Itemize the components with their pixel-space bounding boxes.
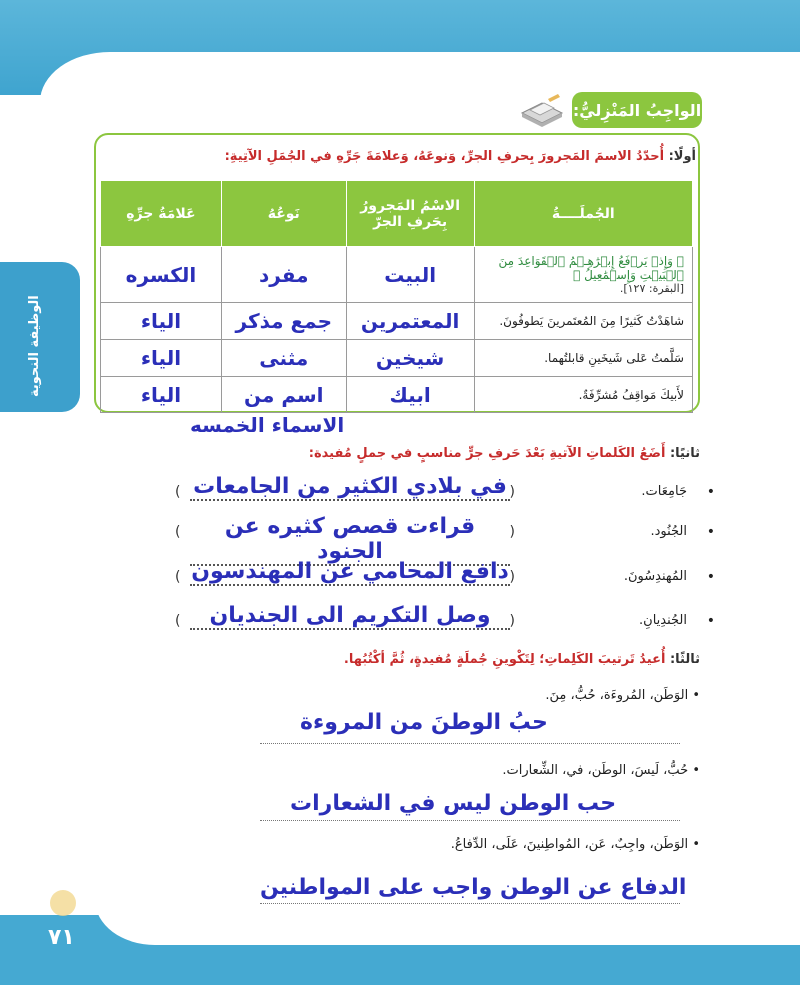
open-paren: ( — [509, 524, 515, 540]
answer-field[interactable]: في بلادي الكثير من الجامعات — [190, 474, 510, 501]
type-cell[interactable]: جمع مذكر — [221, 303, 346, 340]
given-word: الجُندِيانِ. — [639, 613, 687, 628]
list-item — [260, 763, 700, 823]
close-paren: ) — [175, 613, 181, 629]
sentence-cell — [474, 247, 692, 303]
header-mark: عَلامَةُ جرِّهِ — [101, 181, 222, 247]
sentence-cell: سَلَّمتُ عَلى شَيخَينِ قابلتُهما. — [474, 340, 692, 377]
section3-instruction-text: أُعيدُ تَرتيبَ الكَلِماتِ؛ لِتَكْوينِ جُملَةٍ مُفيدةٍ، ثُمَّ أكْتُبُها. — [343, 652, 666, 667]
table-row — [101, 247, 693, 303]
page-number-decoration — [50, 890, 76, 916]
answer-line — [260, 820, 680, 821]
answer-field[interactable]: حب الوطن ليس في الشعارات — [290, 791, 617, 816]
answer-field[interactable]: وصل التكريم الى الجنديان — [190, 603, 510, 630]
list-item — [170, 514, 715, 564]
verse-reference: [البقرة: ١٢٧]. — [619, 282, 684, 295]
scrambled-words: • الوَطَن، واجِبٌ، عَن، المُواطِنينَ، عَلَى، الدِّفاعُ. — [450, 837, 700, 852]
open-paren: ( — [509, 569, 515, 585]
given-word: جَامِعَات. — [641, 484, 687, 499]
side-tab-label: الوظيفة النحوية — [27, 295, 42, 397]
bottom-decorative-band — [0, 915, 800, 985]
open-paren: ( — [509, 613, 515, 629]
type-cell[interactable]: مفرد — [221, 247, 346, 303]
bullet: • — [706, 569, 715, 585]
mark-cell[interactable]: الياء — [101, 303, 222, 340]
header-sentence: الجُملَــــةُ — [474, 181, 692, 247]
list-item — [170, 559, 715, 599]
quran-verse: ﴿ وَإِذۡ يَرۡفَعُ إِبۡرَٰهِـۧمُ ٱلۡقَوَاعِدَ مِنَ ٱلۡبَيۡتِ وَإِسۡمَٰعِيلُ ﴾ — [498, 254, 684, 282]
mark-cell[interactable]: الكسره — [101, 247, 222, 303]
homework-title: الواجِبُ المَنْزِليُّ: — [572, 92, 702, 128]
scrambled-words-text: الوَطَن، واجِبٌ، عَن، المُواطِنينَ، عَلَى، الدِّفاعُ. — [450, 837, 689, 852]
scrambled-words: • حُبُّ، لَيسَ، الوطَن، في، الشِّعارات. — [502, 763, 700, 778]
page-number: ٧١ — [48, 925, 75, 950]
handwritten-note: الاسماء الخمسه — [190, 413, 345, 437]
answer-field[interactable]: حبُ الوطنَ من المروءة — [300, 710, 548, 735]
table-row — [101, 340, 693, 377]
section2-instruction-text: أَضَعُ الكَلماتِ الآتيةِ بَعْدَ حَرفِ جرٍّ مناسبٍ في جملٍ مُفيدة: — [308, 446, 666, 461]
list-item — [170, 474, 715, 514]
answer-line — [260, 743, 680, 744]
mark-cell[interactable]: الياء — [101, 377, 222, 413]
side-tab — [0, 262, 80, 412]
header-noun: الاسْمُ المَجرورُ بِحَرفِ الجرّ — [346, 181, 474, 247]
top-decorative-band — [0, 0, 800, 95]
open-paren: ( — [509, 484, 515, 500]
section1-instruction-text: أُحدّدُ الاسمَ المَجرورَ بِحرفِ الجرِّ، وَنوعَهُ، وَعلامَةَ جَرِّهِ في الجُمَلِ الآتِيةِ: — [224, 149, 665, 164]
section2-instruction — [309, 446, 700, 461]
sentence-cell: لأَبيكَ مَواقِفُ مُشرِّفَةٌ. — [474, 377, 692, 413]
section3-number: ثالثًا: — [669, 652, 700, 667]
list-item — [260, 837, 700, 907]
noun-cell[interactable]: ابيك — [346, 377, 474, 413]
answer-field[interactable]: الدفاع عن الوطن واجب على المواطنين — [260, 875, 687, 900]
mark-cell[interactable]: الياء — [101, 340, 222, 377]
given-word: المُهندِسُونَ. — [623, 569, 687, 584]
type-cell[interactable]: مثنى — [221, 340, 346, 377]
scrambled-words-text: الوَطَن، المُروءَة، حُبُّ، مِنَ. — [545, 688, 689, 703]
section1-number: أولًا: — [668, 149, 696, 164]
answer-field[interactable]: دافع المحامي عن المهندسون — [191, 559, 509, 584]
section3-instruction — [344, 652, 700, 667]
section1-instruction — [225, 149, 696, 164]
type-cell[interactable]: اسم من — [221, 377, 346, 413]
section2-number: ثانيًا: — [669, 446, 700, 461]
noun-cell[interactable]: البيت — [346, 247, 474, 303]
answer-line — [260, 903, 680, 904]
noun-cell[interactable]: شيخين — [346, 340, 474, 377]
close-paren: ) — [175, 569, 181, 585]
close-paren: ) — [175, 484, 181, 500]
given-word: الجُنُود. — [650, 524, 687, 539]
scrambled-words-text: حُبُّ، لَيسَ، الوطَن، في، الشِّعارات. — [502, 763, 689, 778]
list-item — [260, 688, 700, 748]
book-icon — [518, 93, 566, 127]
scrambled-words: • الوَطَن، المُروءَة، حُبُّ، مِنَ. — [545, 688, 700, 703]
answer-field[interactable]: قراءت قصص كثيره عن الجنود — [190, 514, 510, 566]
table-row — [101, 303, 693, 340]
close-paren: ) — [175, 524, 181, 540]
analysis-table — [100, 180, 693, 413]
header-type: نَوعُهُ — [221, 181, 346, 247]
bullet: • — [706, 613, 715, 629]
sentence-cell: شاهَدْتُ كَثيرًا مِنَ المُعتَمرينَ يَطوفُونَ. — [474, 303, 692, 340]
noun-cell[interactable]: المعتمرين — [346, 303, 474, 340]
bullet: • — [706, 484, 715, 500]
table-header-row — [101, 181, 693, 247]
table-row — [101, 377, 693, 413]
list-item — [170, 603, 715, 643]
bullet: • — [706, 524, 715, 540]
